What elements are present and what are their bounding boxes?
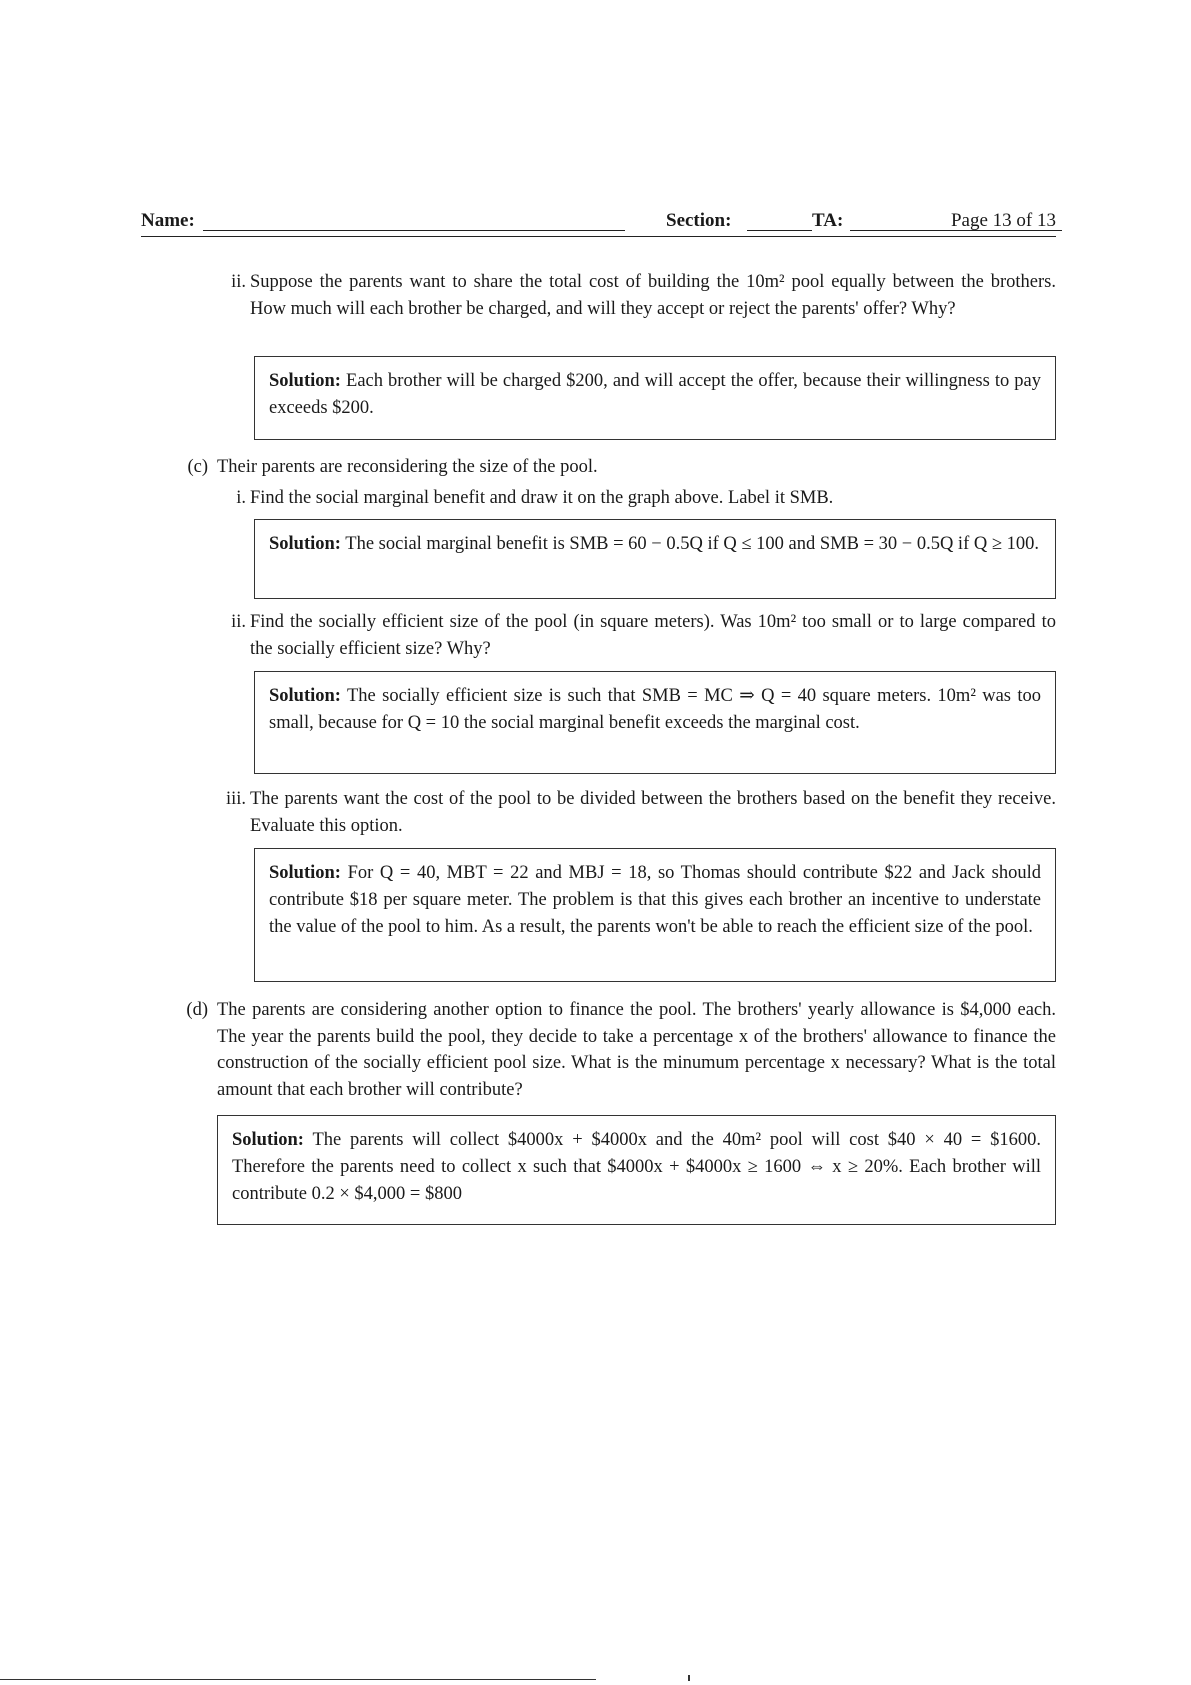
name-label: Name:: [141, 210, 195, 231]
c-number: (c): [187, 457, 208, 477]
c-iii-number: iii.: [225, 789, 246, 809]
d-number: (d): [186, 1000, 208, 1020]
section-blank-line: [747, 230, 812, 231]
c-text: Their parents are reconsidering the size of the pool.: [217, 457, 598, 477]
header-rule: [141, 236, 1056, 237]
solution-label: Solution:: [269, 863, 341, 883]
footer-rule: [0, 1679, 596, 1680]
d-solution-box: [217, 1115, 1056, 1225]
b-ii-solution-text: Each brother will be charged $200, and will accept the offer, because their willingness to pay exceeds $200.: [269, 371, 1041, 418]
c-ii-number: ii.: [231, 612, 246, 632]
c-i-solution-text: The social marginal benefit is SMB = 60 − 0.5Q if Q ≤ 100 and SMB = 30 − 0.5Q if Q ≥ 100.: [345, 534, 1039, 554]
c-i-number: i.: [236, 488, 246, 508]
c-ii-question: Find the socially efficient size of the pool (in square meters). Was 10m² too small or to large compared to the socially efficient size? Why?: [250, 612, 1056, 659]
solution-label: Solution:: [232, 1130, 304, 1150]
c-iii-solution-box: [254, 848, 1056, 982]
name-blank-line: [203, 230, 625, 231]
section-label: Section:: [666, 210, 732, 231]
solution-label: Solution:: [269, 534, 341, 554]
c-iii-solution-text: For Q = 40, MBT = 22 and MBJ = 18, so Thomas should contribute $22 and Jack should contribute $18 per square meter. The problem is that this gives each brother an incentive to understate the value of the pool to him. As a result, the parents won't be able to reach the efficient size of the pool.: [269, 863, 1042, 937]
page-number: Page 13 of 13: [950, 210, 1056, 231]
c-i-solution-box: [254, 519, 1056, 599]
b-ii-solution-box: [254, 356, 1056, 440]
d-question: The parents are considering another option to finance the pool. The brothers' yearly allowance is $4,000 each. The year the parents build the pool, they decide to take a percentage x of the brothers' allowance to finance the construction of the socially efficient pool size. What is the minumum percentage x necessary? What is the total amount that each brother will contribute?: [217, 1000, 1056, 1100]
d-solution-text: The parents will collect $4000x + $4000x and the 40m² pool will cost $40 × 40 = $1600. Therefore the parents need to collect x such that $4000x + $4000x ≥ 1600 ⇔ x ≥ 20%. Each brother will contribute 0.2 × $4,000 = $800: [232, 1130, 1041, 1204]
footer-mark: [688, 1675, 690, 1681]
c-ii-solution-box: [254, 671, 1056, 774]
page-header: [141, 210, 1056, 236]
c-i-question: Find the social marginal benefit and draw it on the graph above. Label it SMB.: [250, 488, 834, 508]
b-ii-question: Suppose the parents want to share the total cost of building the 10m² pool equally between the brothers. How much will each brother be charged, and will they accept or reject the parents' offer? Why?: [250, 272, 1056, 319]
ta-label: TA:: [812, 210, 844, 231]
solution-label: Solution:: [269, 686, 341, 706]
c-ii-solution-text: The socially efficient size is such that SMB = MC ⇒ Q = 40 square meters. 10m² was too small, because for Q = 10 the social marginal benefit exceeds the marginal cost.: [269, 686, 1041, 733]
b-ii-number: ii.: [231, 272, 246, 292]
c-iii-question: The parents want the cost of the pool to be divided between the brothers based on the benefit they receive. Evaluate this option.: [250, 789, 1056, 836]
solution-label: Solution:: [269, 371, 341, 391]
